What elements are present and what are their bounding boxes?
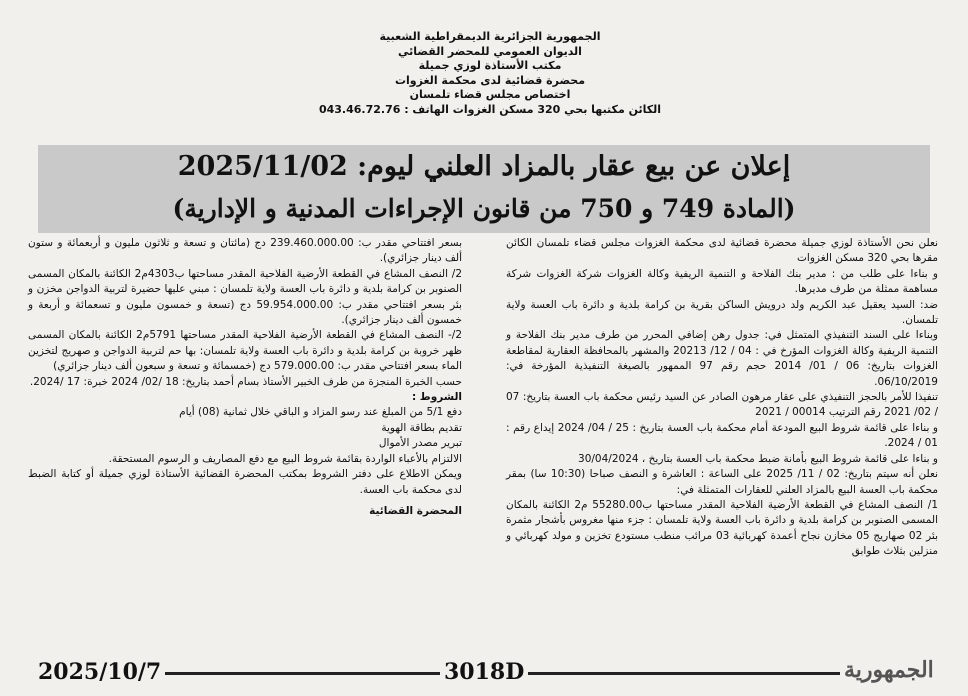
paragraph: نعلن نحن الأستاذة لوزي جميلة محضرة قضائية لدى محكمة الغزوات مجلس قضاء تلمسان الكائن مقرها بحي 320 مسكن الغزوات bbox=[506, 237, 938, 265]
paragraph: و بناءا على قائمة شروط البيع المودعة أمام محكمة باب العسة بتاريخ : 25 / 04/ 2024 إيداع رقم : 01 / 2024. bbox=[506, 421, 938, 450]
paragraph: و بناءا على قائمة شروط البيع بأمانة ضبط محكمة باب العسة بتاريخ ، 30/04/2024 bbox=[578, 452, 938, 465]
condition-item: تقديم بطاقة الهوية bbox=[381, 421, 462, 434]
paragraph: وبناءا على السند التنفيذي المتمثل في: جدول رهن إضافي المحرر من طرف مدير بنك الفلاحة و التنمية الريفية وكالة الغزوات المؤرخ في : 04 / 12/ 20213 والمشهر بالمحافظة العقارية لمقاطعة الغزوات بتاريخ: 06 / 01/ 2014 حجم رقم 97 الممهور بالصيغة التنفيذية المؤرخة في: 06/10/2019. bbox=[506, 329, 938, 388]
paragraph: 2/- النصف المشاع في القطعة الأرضية الفلاحية المقدر مساحتها 5791م2 الكائنة بالمكان المسمى ظهر خروبة بن كرامة بلدية و دائرة باب العسة ولاية تلمسان: بها حم لتربية الدواجن و صهريج لتخزين الماء بسعر افتتاحي مقدر ب: 579.000.00 دج (خمسمائة و تسعة و سبعون ألف دينار جزائري) bbox=[28, 329, 462, 373]
condition-item: تبرير مصدر الأموال bbox=[378, 437, 462, 450]
header-line: الديوان العمومي للمحضر القضائي bbox=[398, 44, 582, 58]
paragraph: بسعر افتتاحي مقدر ب: 239.460.000.00 دج (مائتان و تسعة و ثلاثون مليون و أربعمائة و ستون ألف دينار جزائري). bbox=[28, 237, 463, 265]
signature: المحضرة القضائية bbox=[369, 504, 462, 517]
footer-date: 2025/10/7 bbox=[34, 659, 165, 685]
page-footer bbox=[0, 655, 968, 696]
right-column bbox=[506, 236, 938, 560]
header-line: الكائن مكتبها بحي 320 مسكن الغزوات الهاتف : 043.46.72.76 bbox=[318, 102, 662, 116]
issuer-header bbox=[300, 30, 680, 117]
newspaper-logo: الجمهورية bbox=[840, 657, 938, 683]
paragraph: تنفيذا للأمر بالحجز التنفيذي على عقار مرهون الصادر عن السيد رئيس محكمة باب العسة بتاريخ: 07 / 02/ 2021 رقم الترتيب 00014 / 2021 bbox=[506, 391, 938, 419]
header-line: اختصاص مجلس قضاء تلمسان bbox=[409, 88, 571, 101]
header-line: محضرة قضائية لدى محكمة الغزوات bbox=[394, 73, 586, 87]
paragraph: نعلن أنه سيتم بتاريخ: 02 / 11/ 2025 على الساعة : العاشرة و النصف صباحا (10:30 سا) بمقر محكمة باب العسة البيع بالمزاد العلني للعقارات المتمثلة في: bbox=[506, 468, 939, 496]
title-line-1: إعلان عن بيع عقار بالمزاد العلني ليوم: 2025/11/02 bbox=[177, 151, 791, 182]
paragraph: ضد: السيد يعقيل عبد الكريم ولد درويش الساكن بقرية بن كرامة بلدية و دائرة باب العسة ولاية تلمسان. bbox=[506, 298, 938, 327]
header-line: الجمهورية الجزائرية الديمقراطية الشعبية bbox=[379, 30, 601, 43]
paragraph: 1/ النصف المشاع في القطعة الأرضية الفلاحية المقدر مساحتها ب55280.00 م2 الكائنة بالمكان المسمى الصنوبر بن كرامة بلدية و دائرة باب العسة ولاية تلمسان : جزء منها مغروس بأشجار مثمرة بئر 02 صهاريج 05 مخازن نجاح أعمدة كهربائية 03 مرائب منطب مستودع تخزين و مولد كهربائي و منزلين بثلاث طوابق bbox=[506, 498, 938, 558]
conditions-heading: الشروط : bbox=[411, 391, 462, 404]
title-line-2: (المادة 749 و 750 من قانون الإجراءات المدنية و الإدارية) bbox=[172, 194, 796, 223]
paragraph: 2/ النصف المشاع في القطعة الأرضية الفلاحية المقدر مساحتها ب4303م2 الكائنة بالمكان المسمى الصنوبر بن كرامة بلدية و دائرة باب العسة ولاية تلمسان : مبني عليها حضيرة لتربية الدواجن مخزن و بئر بسعر افتتاحي مقدر ب: 59.954.000.00 دج (تسعة و خمسون مليون و تسعمائة و أربعة و خمسون ألف دينار جزائري). bbox=[28, 267, 463, 327]
paragraph: حسب الخبرة المنجزة من طرف الخبير الأستاذ بسام أحمد بتاريخ: 18 /02/ 2024 خبرة: 17 /2024. bbox=[29, 375, 462, 388]
left-column bbox=[28, 236, 462, 519]
paragraph: و بناءا على طلب من : مدير بنك الفلاحة و التنمية الريفية وكالة الغزوات شركة الغزوات شركة مساهمة ممثلة من طرف مديرها. bbox=[506, 267, 938, 296]
condition-item: دفع 5/1 من المبلغ عند رسو المزاد و الباقي خلال ثمانية (08) أيام bbox=[179, 406, 462, 419]
condition-item: الالتزام بالأعباء الواردة بقائمة شروط البيع مع دفع المصاريف و الرسوم المستحقة. bbox=[108, 452, 462, 465]
footer-issue-number: 3018D bbox=[440, 659, 528, 685]
title-banner bbox=[38, 145, 930, 233]
header-line: مكتب الأستاذة لوزي جميلة bbox=[418, 59, 562, 72]
paragraph: ويمكن الاطلاع على دفتر الشروط بمكتب المحضرة القضائية الأستاذة لوزي جميلة أو كتابة الضبط لدى محكمة باب العسة. bbox=[28, 468, 462, 496]
